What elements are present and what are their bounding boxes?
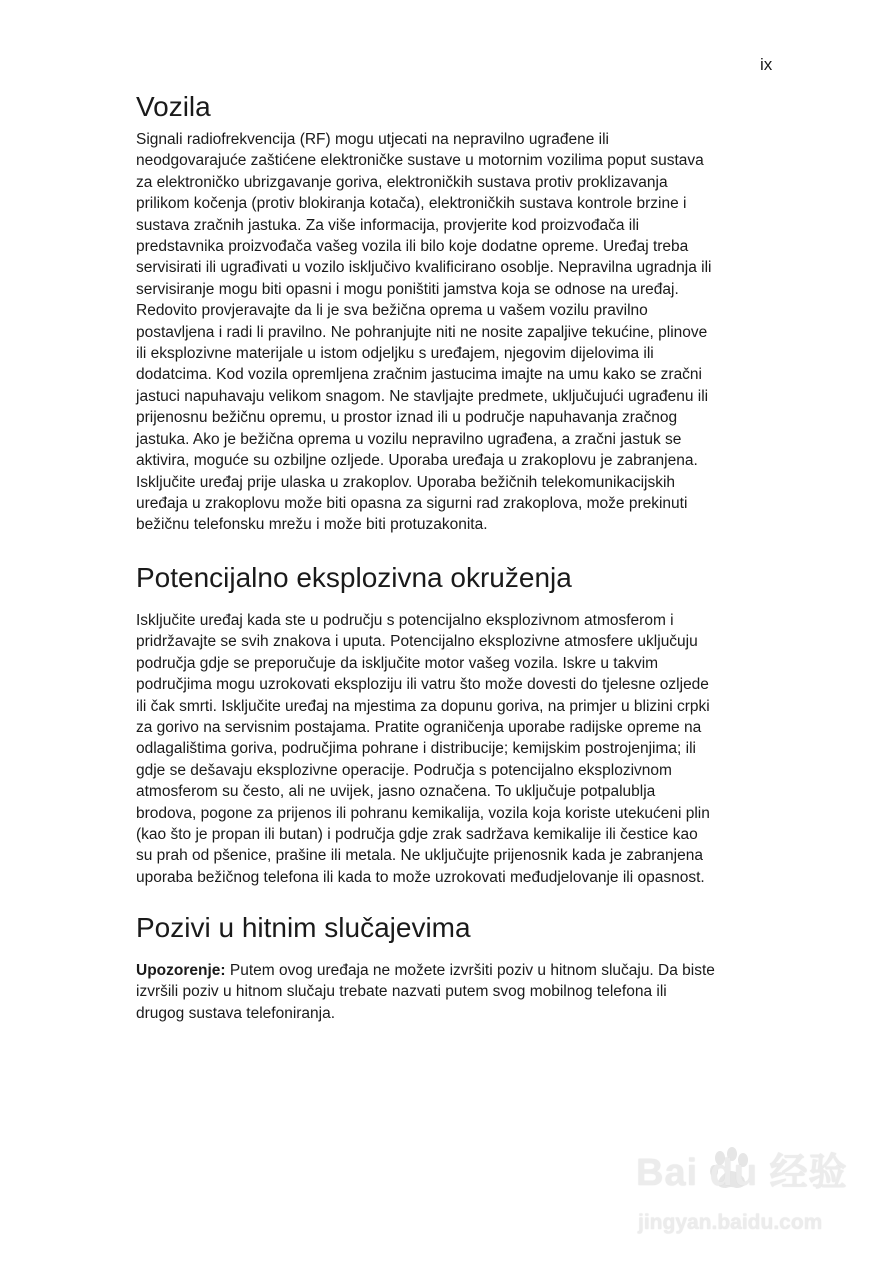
text-line: ili eksplozivne materijale u istom odjeljku s uređajem, njegovim dijelovima ili <box>136 345 654 363</box>
baidu-watermark <box>636 1150 851 1245</box>
text-line: servisiranje mogu biti opasni i mogu poništiti jamstva koja se odnose na uređaj. <box>136 280 679 298</box>
watermark-url: jingyan.baidu.com <box>638 1211 823 1234</box>
section-heading-explosive: Potencijalno eksplozivna okruženja <box>136 562 572 593</box>
text-line: prijenosnu bežičnu opremu, u prostor iznad ili u područje napuhavanja zračnog <box>136 409 678 427</box>
text-line: postavljena i radi li pravilno. Ne pohranjujte niti ne nosite zapaljive tekućine, plinove <box>136 323 708 341</box>
text-line: (kao što je propan ili butan) i područja gdje zrak sadržava kemikalije ili čestice kao <box>136 826 698 844</box>
warning-text: Putem ovog uređaja ne možete izvršiti poziv u hitnom slučaju. Da biste <box>225 962 715 979</box>
text-line: Signali radiofrekvencija (RF) mogu utjecati na nepravilno ugrađene ili <box>136 131 609 148</box>
section-paragraph-emergency <box>136 960 715 1024</box>
text-line: aktivira, moguće su ozbiljne ozljede. Uporaba uređaja u zrakoplovu je zabranjena. <box>136 452 698 470</box>
text-line: Redovito provjeravajte da li je sva bežična oprema u vašem vozilu pravilno <box>136 302 648 320</box>
text-line: neodgovarajuće zaštićene elektroničke sustave u motornim vozilima poput sustava <box>136 152 704 170</box>
warning-label: Upozorenje: <box>136 962 226 979</box>
text-line: ili čak smrti. Isključite uređaj na mjestima za dopunu goriva, na primjer u blizini crpki <box>136 697 710 715</box>
text-line: dodatcima. Kod vozila opremljena zračnim jastucima imajte na umu kako se zračni <box>136 366 702 384</box>
text-line: brodova, pogone za prijenos ili pohranu kemikalija, vozila koja koriste utekućeni plin <box>136 804 710 822</box>
text-line: bežičnu telefonsku mrežu i može biti protuzakonita. <box>136 516 488 534</box>
text-line: prilikom kočenja (protiv blokiranja kotača), elektroničkih sustava kontrole brzine i <box>136 195 687 213</box>
text-line: Isključite uređaj prije ulaska u zrakoplov. Uporaba bežičnih telekomunikacijskih <box>136 473 676 491</box>
section-paragraph-vozila <box>136 129 711 536</box>
text-line: jastuci napuhavaju velikom snagom. Ne stavljajte predmete, uključujući ugrađenu ili <box>136 387 709 405</box>
text-line: izvršili poziv u hitnom slučaju trebate nazvati putem svog mobilnog telefona ili <box>136 983 667 1001</box>
text-line: uporaba bežičnog telefona ili kada to može uzrokovati međudjelovanje ili opasnost. <box>136 868 705 886</box>
text-line: odlagalištima goriva, područjima pohrane i distribucije; kemijskim postrojenjima; ili <box>136 740 696 758</box>
text-line: Isključite uređaj kada ste u području s potencijalno eksplozivnom atmosferom i <box>136 612 674 629</box>
text-line: uređaja u zrakoplovu može biti opasna za sigurni rad zrakoplova, može prekinuti <box>136 494 688 512</box>
text-line: jastuka. Ako je bežična oprema u vozilu nepravilno ugrađena, a zračni jastuk se <box>136 430 682 448</box>
watermark-logo: Bai du 经验 <box>636 1152 848 1194</box>
section-paragraph-explosive <box>136 610 710 888</box>
text-line: pridržavajte se svih znakova i uputa. Potencijalno eksplozivne atmosfere uključuju <box>136 633 698 651</box>
text-line: područja gdje se preporučuje da isključite motor vašeg vozila. Iskre u takvim <box>136 654 659 672</box>
page-number: ix <box>760 55 773 74</box>
text-line: atmosferom su često, ali ne uvijek, jasno označena. To uključuje potpalublja <box>136 783 656 801</box>
section-heading-vozila: Vozila <box>136 91 211 122</box>
text-line: područjima mogu uzrokovati eksploziju ili vatru što može dovesti do tjelesne ozljede <box>136 676 709 694</box>
text-line: sustava zračnih jastuka. Za više informacija, provjerite kod proizvođača ili <box>136 216 640 234</box>
text-line: za gorivo na servisnim postajama. Pratite ograničenja uporabe radijske opreme na <box>136 719 702 737</box>
section-heading-emergency: Pozivi u hitnim slučajevima <box>136 912 471 943</box>
text-line <box>136 960 715 981</box>
text-line: servisirati ili ugrađivati u vozilo isključivo kvalificirano osoblje. Nepravilna ugradnja ili <box>136 259 712 277</box>
text-line: za elektroničko ubrizgavanje goriva, elektroničkih sustava protiv proklizavanja <box>136 173 668 191</box>
text-line: drugog sustava telefoniranja. <box>136 1004 336 1022</box>
text-line: predstavnika proizvođača vašeg vozila ili bilo koje dodatne opreme. Uređaj treba <box>136 238 689 256</box>
text-line: su prah od pšenice, prašine ili metala. Ne uključujte prijenosnik kada je zabranjena <box>136 847 703 865</box>
text-line: gdje se dešavaju eksplozivne operacije. Područja s potencijalno eksplozivnom <box>136 761 672 779</box>
